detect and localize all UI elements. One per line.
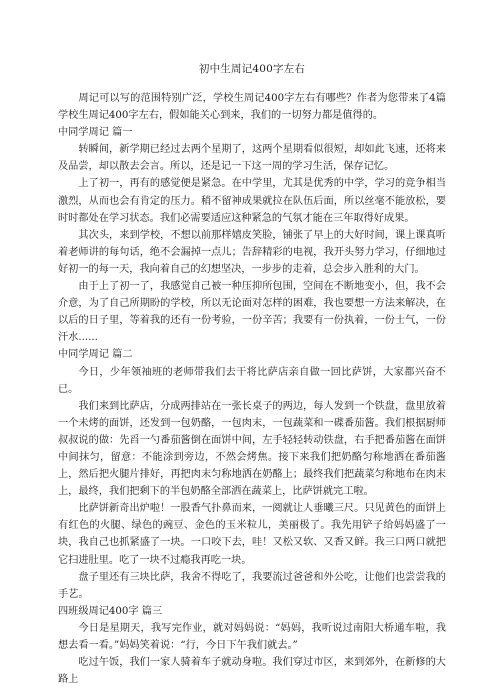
paragraph: 由于上了初一了，我感觉自己被一种压抑所包围，空间在不断地变小，但，我不会介意，为了自己所期盼的学校，所以无论面对怎样的困难，我也要想一方法来解决，在以后的日子里，等着我的还有一份考验，一份辛苦；我要有一份执着，一份士气，一份汗水...... bbox=[58, 281, 446, 344]
paragraph: 盘子里还有三块比萨，我舍不得吃了，我要流过爸爸和外公吃，让他们也尝尝我的手艺。 bbox=[58, 571, 446, 600]
document-title: 初中生周记400字左右 bbox=[198, 63, 306, 75]
paragraph: 吃过午饭，我们一家人骑着车子就动身啦。我们穿过市区，来到郊外，在新修的大路上 bbox=[58, 657, 446, 686]
intro-paragraph: 周记可以写的范围特别广泛，学校生周记400字左右有哪些？作者为您带来了4篇学校生周记400字左右，假如能关心到来，我们的一切努力都是值得的。 bbox=[58, 93, 446, 122]
section-heading-3: 四班级周记400字 篇三 bbox=[58, 605, 163, 617]
paragraph: 比萨饼新奇出炉啦！一股香气扑鼻而来，一阅就让人垂曦三尺。只见黄色的面饼上有红色的火腿、绿色的豌豆、金色的玉米粒儿，美丽极了。我先用铲子给妈妈盛了一块，我自己也抓紧盛了一块。一口咬下去，哇！又松又软、又香又鲜。我三口两口就把它扫进肚里。吃了一块不过瘾我再吃一块。 bbox=[58, 503, 446, 566]
paragraph: 今日是星期天，我写完作业，就对妈妈说：“妈妈，我听说过南阳大桥通车啦，我想去看一看。”妈妈笑着说：“行，今日下午我们就去。” bbox=[58, 622, 446, 651]
paragraph: 转瞬间，新学期已经过去两个星期了，这两个星期看似很短，却如此飞速，还将来及品尝，却以散去会言。所以，还是记一下这一周的学习生活，保存记忆。 bbox=[58, 144, 446, 173]
paragraph: 今日，少年领袖班的老师带我们去干将比萨店亲自做一回比萨饼，大家都兴奋不已。 bbox=[58, 366, 446, 395]
section-heading-2: 中同学周记 篇二 bbox=[58, 349, 133, 361]
paragraph: 我们来到比萨店，分成两排站在一张长桌子的两边，每人发到一个铁盘，盘里放着一个未烤的面饼，还发到一包奶酪，一包肉末，一包蔬菜和一碟番茄酱。我们根据厨师叔叔说的做：先舀一勺番茄酱倒在面饼中间，左手轻轻转动铁盘，右手把番茄酱在面饼中间抹匀，留意：不能涂到旁边，不然会烤焦。接下来我们把奶酪匀称地洒在番茄酱上，然后把火腿片排好，再把肉末匀称地洒在奶酪上；最终我们把蔬菜匀称地布在肉末上，最终，我们把剩下的半包奶酪全部洒在蔬菜上，比萨饼就完工啦。 bbox=[58, 400, 446, 498]
section-heading-1: 中同学周记 篇一 bbox=[58, 127, 133, 139]
paragraph: 其次头，来到学校，不想以前那样嬉皮笑脸，铺张了早上的大好时间，课上课真听着老师讲的每句话，绝不会漏掉一点儿；告辞精彩的电视，我开头努力学习，仔细地过好初一的每一天，我向着自己的幻想坚决，一步步的走着，总会步入胜利的大门。 bbox=[58, 229, 446, 275]
paragraph: 上了初一，再有的感觉便是紧急。在中学里，尤其是优秀的中学，学习的竞争相当激烈，从而也会有肯定的压力。稍不留神成果就拉在队伍后面，所以丝毫不能放松，要时时都处在学习状态。我们必需要适应这种紧急的气氛才能在三年取得好成果。 bbox=[58, 178, 446, 224]
